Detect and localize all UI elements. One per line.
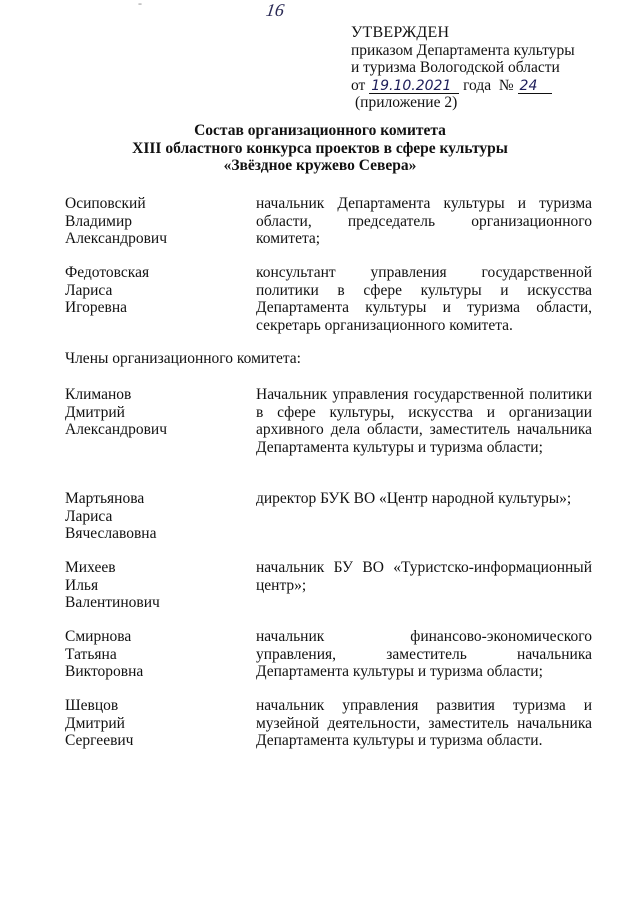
- heading-line-2: XIII областного конкурса проектов в сфере культуры: [132, 139, 508, 157]
- heading-line-1: Состав организационного комитета: [194, 122, 446, 139]
- approval-from: от: [351, 76, 366, 94]
- person-name: [65, 697, 245, 750]
- person-role: начальник финансово-экономического управления, заместитель начальника Департамента культуры и туризма области;: [256, 628, 592, 681]
- approval-number-sign: №: [498, 76, 514, 94]
- person-name: [65, 490, 245, 543]
- first-name: Лариса: [65, 281, 113, 299]
- surname: Мартьянова: [65, 490, 145, 507]
- approval-line-2: и туризма Вологодской области: [351, 59, 560, 76]
- patronymic: Сергеевич: [65, 732, 134, 750]
- surname: Климанов: [65, 386, 132, 403]
- person-name: [65, 628, 245, 681]
- patronymic: Валентинович: [65, 594, 160, 612]
- patronymic: Игоревна: [65, 299, 128, 317]
- approval-date: 19.10.2021: [369, 79, 459, 94]
- surname: Осиповский: [65, 195, 146, 212]
- person-name: [65, 559, 245, 612]
- patronymic: Викторовна: [65, 663, 144, 681]
- approval-annex: (приложение 2): [355, 94, 458, 111]
- approval-block: [351, 24, 575, 112]
- person-role: консультант управления государственной политики в сфере культуры и искусства Департамента культуры и туризма области, секретарь организационного комитета.: [256, 264, 592, 334]
- person-name: [65, 264, 245, 317]
- person-role: директор БУК ВО «Центр народной культуры»;: [256, 490, 572, 507]
- surname: Смирнова: [65, 628, 132, 645]
- heading-line-3: «Звёздное кружево Севера»: [223, 157, 417, 174]
- first-name: Дмитрий: [65, 403, 125, 421]
- first-name: Илья: [65, 576, 99, 594]
- approval-year-word: года: [463, 76, 492, 94]
- person-role: начальник Департамента культуры и туризма области, председатель организационного комитета;: [256, 195, 592, 248]
- surname: Шевцов: [65, 697, 119, 714]
- page-number: 16: [264, 0, 286, 20]
- person-name: [65, 386, 245, 439]
- person-role: начальник БУ ВО «Туристско-информационный центр»;: [256, 559, 592, 594]
- person-role: начальник управления развития туризма и музейной деятельности, заместитель начальника Департамента культуры и туризма области.: [256, 697, 592, 750]
- approval-title: УТВЕРЖДЕН: [351, 24, 450, 41]
- approval-date-line: [351, 77, 575, 95]
- first-name: Дмитрий: [65, 714, 125, 732]
- patronymic: Вячеславовна: [65, 525, 157, 543]
- person-role: Начальник управления государственной политики в сфере культуры, искусства и организации архивного дела области, заместитель начальника Департамента культуры и туризма области;: [256, 386, 592, 456]
- approval-line-1: приказом Департамента культуры: [351, 41, 575, 59]
- approval-number: 24: [518, 79, 552, 94]
- first-name: Лариса: [65, 507, 113, 525]
- members-label: Члены организационного комитета:: [65, 350, 301, 367]
- stray-mark: -: [138, 0, 142, 10]
- person-name: [65, 195, 245, 248]
- surname: Михеев: [65, 559, 116, 576]
- patronymic: Александрович: [65, 421, 167, 439]
- document-heading: [0, 122, 640, 175]
- patronymic: Александрович: [65, 230, 167, 248]
- surname: Федотовская: [65, 264, 150, 281]
- first-name: Татьяна: [65, 645, 117, 663]
- first-name: Владимир: [65, 212, 132, 230]
